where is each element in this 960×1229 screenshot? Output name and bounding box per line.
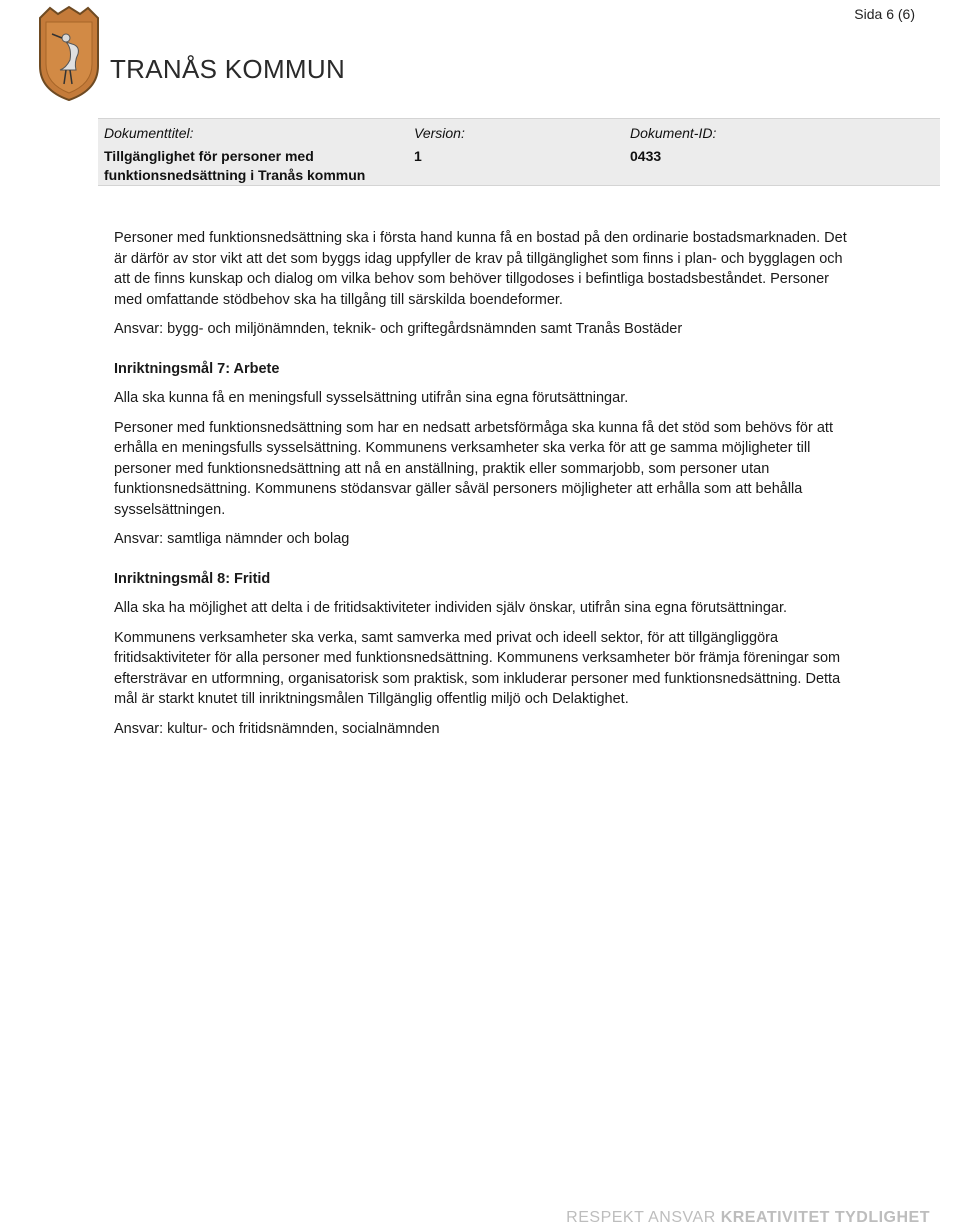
heading-goal-7: Inriktningsmål 7: Arbete: [114, 360, 280, 377]
heading-goal-8: Inriktningsmål 8: Fritid: [114, 570, 271, 587]
document-title-label: Dokumenttitel:: [104, 125, 194, 141]
version-value: 1: [414, 148, 422, 164]
paragraph-leisure-goal: Alla ska ha möjlighet att delta i de fritidsaktiviteter individen själv önskar, utifrån sina egna förutsättningar.: [114, 600, 788, 616]
coat-of-arms-crane-icon: [36, 4, 102, 102]
document-title-line1: Tillgänglighet för personer med: [104, 148, 314, 164]
document-id-label: Dokument-ID:: [630, 125, 717, 141]
footer-motto-plain: RESPEKT ANSVAR: [566, 1209, 721, 1226]
document-id-field: [630, 125, 716, 166]
paragraph-work-goal: Alla ska kunna få en meningsfull sysselsättning utifrån sina egna förutsättningar.: [114, 390, 629, 406]
document-meta-bar: [98, 118, 940, 186]
page-number: Sida 6 (6): [854, 6, 915, 22]
document-id-value: 0433: [630, 148, 662, 164]
version-label: Version:: [414, 125, 465, 141]
paragraph-responsibility-housing: Ansvar: bygg- och miljönämnden, teknik- och griftegårdsnämnden samt Tranås Bostäder: [114, 321, 683, 337]
paragraph-housing: Personer med funktionsnedsättning ska i första hand kunna få en bostad på den ordinarie bostadsmarknaden. Det är därför av stor vikt att det som byggs idag uppfyller de krav på tillgänglighet som finns i plan- och bygglagen och att de finns kunskap och dialog om vilka behov som behöver tillgodoses i befintliga bostadsbeståndet. Personer med omfattande stödbehov ska ha tillgång till särskilda boendeformer.: [114, 230, 847, 308]
version-field: [414, 125, 465, 166]
org-name: TRANÅS KOMMUN: [110, 54, 346, 84]
paragraph-responsibility-work: Ansvar: samtliga nämnder och bolag: [114, 531, 350, 547]
paragraph-leisure-details: Kommunens verksamheter ska verka, samt samverka med privat och ideell sektor, för att tillgängliggöra fritidsaktiviteter för alla personer med funktionsnedsättning. Kommunens verksamheter bör främja föreningar som eftersträvar en utformning, organisatorisk som praktisk, som inkluderar personer med funktionsnedsättning. Detta mål är starkt knutet till inriktningsmålen Tillgänglig offentlig miljö och Delaktighet.: [114, 629, 841, 707]
footer-motto-bold: KREATIVITET TYDLIGHET: [720, 1209, 930, 1226]
paragraph-work-details: Personer med funktionsnedsättning som har en nedsatt arbetsförmåga ska kunna få det stöd som behövs för att erhålla en meningsfulls sysselsättning. Kommunens verksamheter ska verka för att ge samma möjligheter till personer med funktionsnedsättning att nå en anställning, praktik eller sommarjobb, som personer utan funktionsnedsättning. Kommunens stödansvar gäller såväl personers möjligheter att erhålla som att behålla sysselsättningen.: [114, 419, 833, 518]
paragraph-responsibility-leisure: Ansvar: kultur- och fritidsnämnden, socialnämnden: [114, 720, 440, 737]
document-title-field: [104, 125, 365, 185]
document-body: [114, 228, 852, 748]
footer-motto: [566, 1209, 930, 1227]
document-title-line2: funktionsnedsättning i Tranås kommun: [104, 167, 366, 183]
